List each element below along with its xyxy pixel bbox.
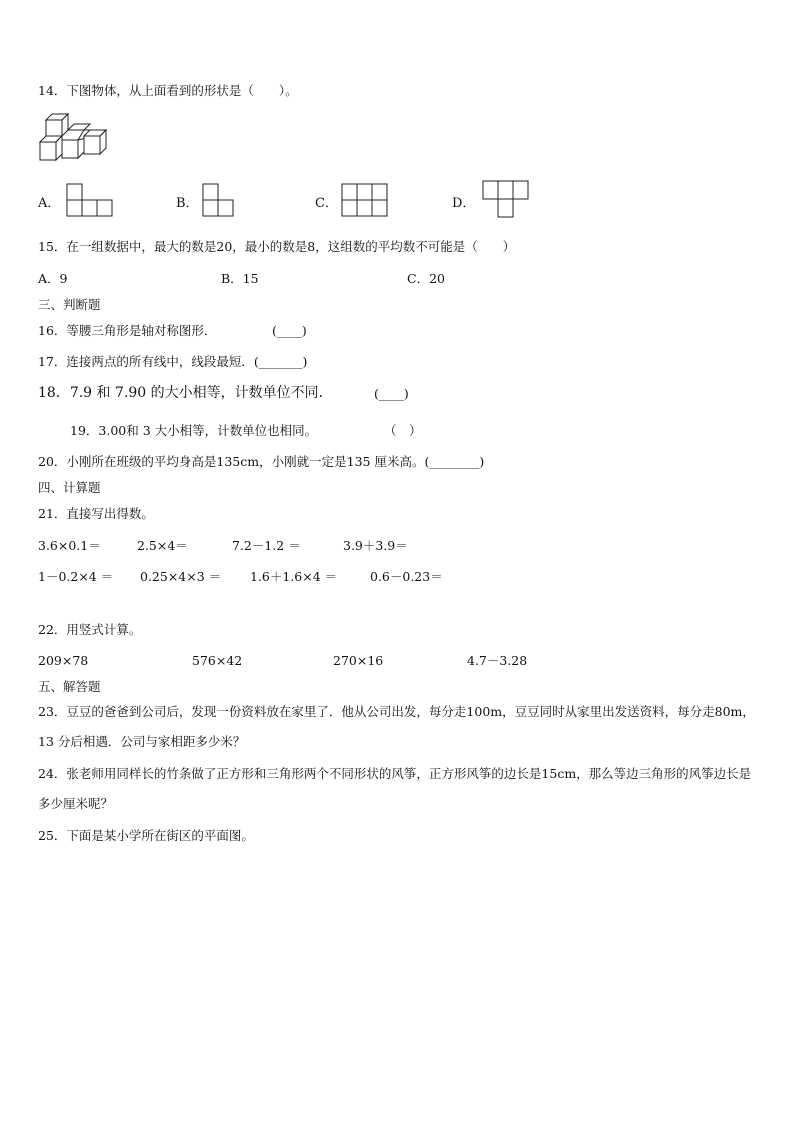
q18-answer-blank: (____) (374, 386, 409, 401)
q20-text: 20．小刚所在班级的平均身高是135cm，小刚就一定是135 厘米高。(________) (38, 454, 485, 469)
q14-stem: 14．下图物体，从上面看到的形状是（ ）。 (38, 83, 298, 98)
calc-item: 2.5×4＝ (137, 538, 188, 553)
top-view-shape-c-icon (341, 183, 389, 217)
q17-text: 17．连接两点的所有线中，线段最短．(_______) (38, 354, 308, 369)
calc-item: 7.2－1.2 ＝ (232, 538, 301, 553)
q14-option-a-label: A． (38, 196, 61, 211)
vertical-calc-item: 4.7－3.28 (467, 653, 528, 668)
q19-text: 19．3.00和 3 大小相等，计数单位也相同。 (70, 423, 318, 438)
q15-option-b: B．15 (221, 271, 259, 286)
q14-option-d-label: D． (452, 196, 476, 211)
q14-option-b-label: B． (176, 196, 199, 211)
q18-text: 18．7.9 和 7.90 的大小相等，计数单位不同． (38, 385, 333, 401)
top-view-shape-b-icon (202, 183, 236, 217)
calc-item: 0.6－0.23＝ (370, 569, 443, 584)
q15-option-c: C．20 (407, 271, 445, 286)
q16-text: 16．等腰三角形是轴对称图形． (38, 323, 217, 338)
calc-item: 1－0.2×4 ＝ (38, 569, 114, 584)
q19-answer-blank: （ ） (384, 423, 422, 438)
calc-item: 1.6＋1.6×4 ＝ (250, 569, 338, 584)
section-solve-heading: 五、解答题 (38, 679, 101, 694)
calc-item: 0.25×4×3 ＝ (140, 569, 222, 584)
q21-text: 21．直接写出得数。 (38, 506, 154, 521)
q25-text: 25．下面是某小学所在街区的平面图。 (38, 828, 254, 843)
calc-item: 3.6×0.1＝ (38, 538, 101, 553)
top-view-shape-a-icon (66, 183, 114, 217)
vertical-calc-item: 209×78 (38, 653, 89, 668)
q15-option-a: A．9 (38, 271, 68, 286)
section-judgement-heading: 三、判断题 (38, 297, 101, 312)
vertical-calc-item: 576×42 (192, 653, 243, 668)
q23-text: 23．豆豆的爸爸到公司后，发现一份资料放在家里了．他从公司出发，每分走100m，豆豆同时从家里出发送资料，每分走80m，13 分后相遇．公司与家相距多少米？ (38, 704, 755, 749)
cube-stack-figure (38, 111, 110, 165)
q14-option-c-label: C． (315, 196, 338, 211)
calc-item: 3.9＋3.9＝ (343, 538, 408, 553)
top-view-shape-d-icon (482, 180, 530, 218)
q15-stem: 15．在一组数据中，最大的数是20，最小的数是8，这组数的平均数不可能是（ ） (38, 239, 516, 254)
section-calculation-heading: 四、计算题 (38, 480, 101, 495)
q24-text: 24．张老师用同样长的竹条做了正方形和三角形两个不同形状的风筝，正方形风筝的边长是15cm，那么等边三角形的风筝边长是多少厘米呢？ (38, 766, 752, 811)
q22-text: 22．用竖式计算。 (38, 622, 142, 637)
q16-answer-blank: (____) (272, 323, 307, 338)
vertical-calc-item: 270×16 (333, 653, 384, 668)
